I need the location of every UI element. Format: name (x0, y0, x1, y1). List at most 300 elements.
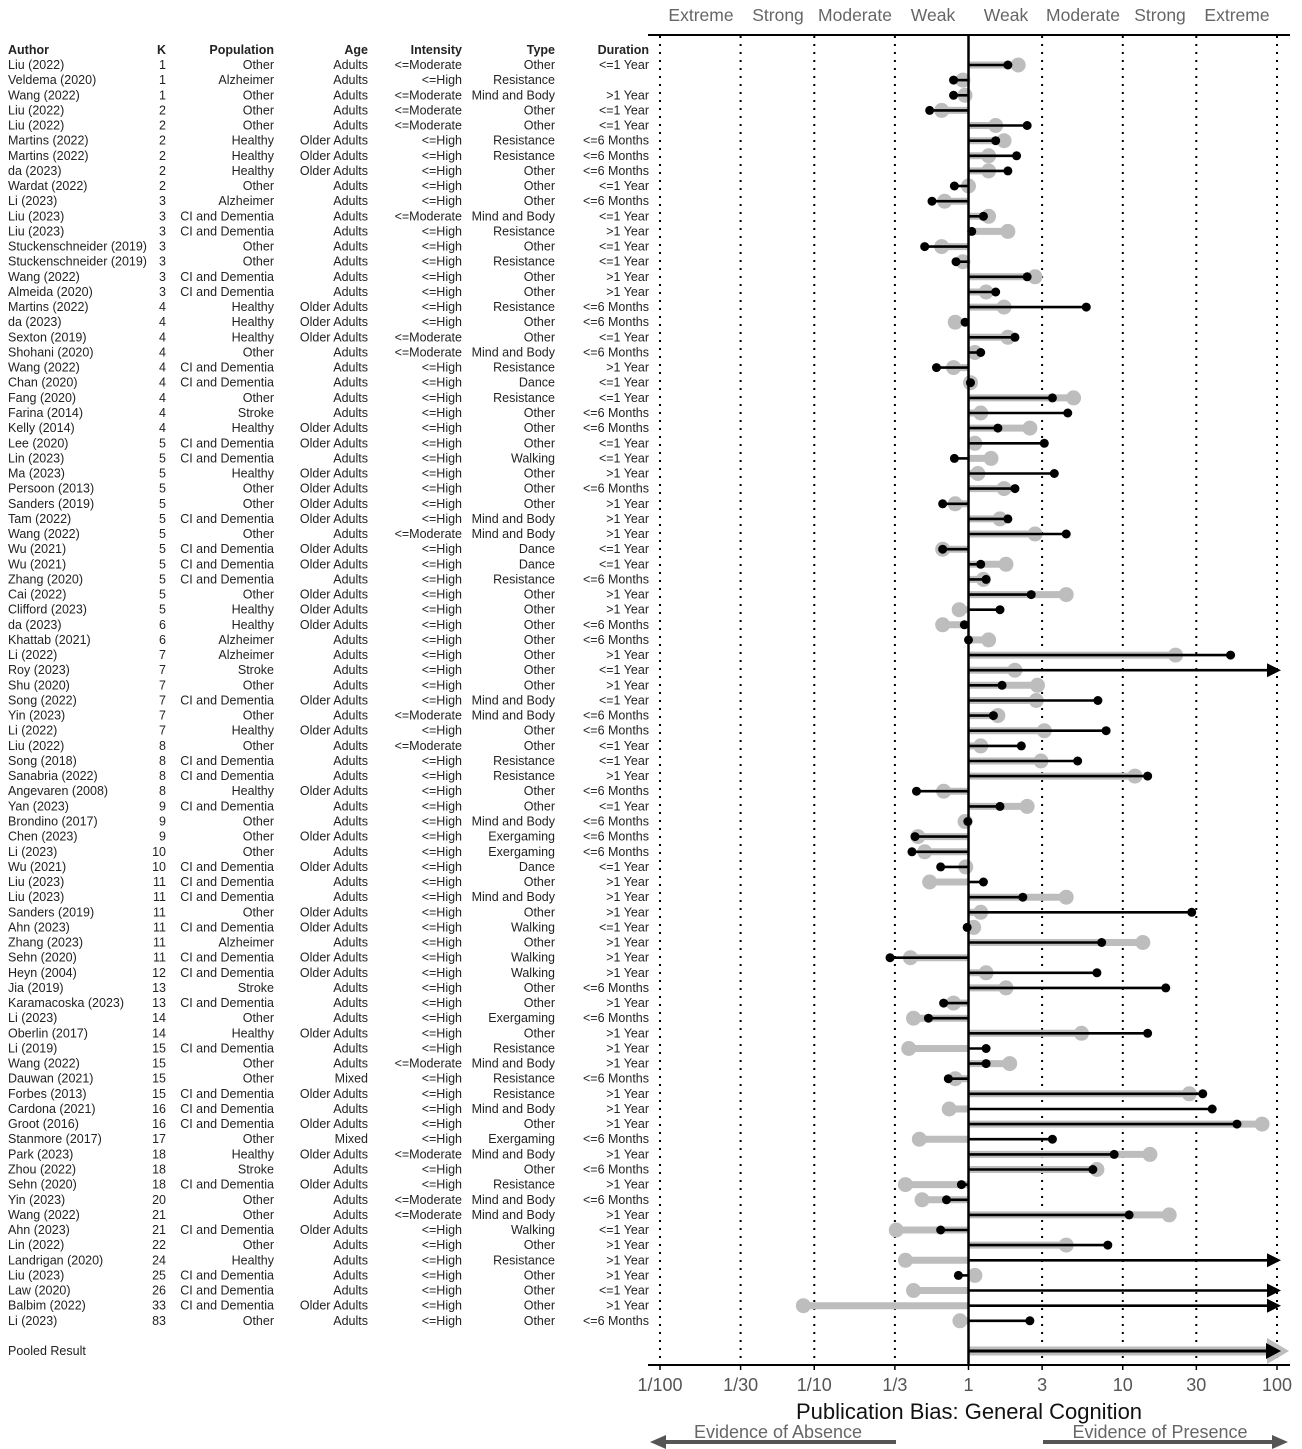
table-row (8, 603, 649, 617)
cell-k: 4 (159, 315, 166, 330)
cell-population: Healthy (231, 1147, 274, 1162)
cell-population: Stroke (237, 406, 274, 420)
cell-type: Other (523, 179, 555, 193)
cell-intensity: <=High (421, 572, 462, 587)
adjusted-estimate-point (1125, 1210, 1134, 1219)
cell-type: Other (523, 602, 555, 617)
cell-age: Adults (333, 572, 368, 587)
cell-duration: >1 Year (606, 496, 649, 511)
cell-intensity: <=Moderate (394, 88, 462, 103)
original-estimate-point (1255, 1117, 1270, 1132)
cell-k: 15 (152, 1041, 166, 1056)
cell-intensity: <=High (421, 1041, 462, 1056)
cell-intensity: <=High (421, 617, 462, 632)
cell-author: Wang (2022) (8, 1207, 80, 1222)
cell-type: Other (523, 1298, 555, 1313)
x-tick-label: 1/10 (796, 1375, 832, 1395)
cell-type: Other (523, 617, 555, 632)
cell-type: Resistance (493, 1071, 555, 1086)
table-row (8, 1208, 649, 1222)
cell-age: Adults (333, 209, 368, 224)
cell-k: 22 (152, 1238, 166, 1253)
cell-type: Other (523, 996, 555, 1011)
cell-type: Other (523, 875, 555, 889)
cell-author: Wu (2021) (8, 859, 67, 874)
cell-population: CI and Dementia (180, 1268, 274, 1283)
cell-type: Other (523, 315, 555, 330)
adjusted-estimate-point (1226, 651, 1235, 660)
cell-intensity: <=High (421, 148, 462, 163)
adjusted-estimate-point (995, 802, 1004, 811)
cell-duration: <=6 Months (582, 315, 649, 330)
cell-duration: >1 Year (606, 360, 649, 375)
table-row (8, 1238, 649, 1252)
cell-population: Stroke (237, 1162, 274, 1177)
cell-type: Mind and Body (471, 890, 555, 905)
cell-intensity: <=Moderate (394, 527, 462, 541)
cell-age: Adults (333, 814, 368, 829)
cell-author: Song (2022) (8, 693, 77, 708)
cell-author: Liu (2022) (8, 118, 65, 133)
cell-type: Exergaming (488, 1132, 555, 1147)
cell-author: Liu (2023) (8, 224, 65, 239)
cell-intensity: <=High (421, 1117, 462, 1132)
cell-duration: <=1 Year (598, 799, 649, 814)
cell-age: Adults (333, 1102, 368, 1116)
cell-k: 7 (159, 708, 166, 723)
table-row (8, 391, 649, 405)
adjusted-estimate-point (938, 499, 947, 508)
cell-author: Ma (2023) (8, 466, 65, 481)
cell-type: Other (523, 103, 555, 118)
adjusted-estimate-arrowhead (1267, 1253, 1281, 1267)
adjusted-estimate-arrowhead (1267, 1299, 1281, 1313)
adjusted-estimate-point (944, 1074, 953, 1083)
cell-type: Other (523, 935, 555, 950)
cell-k: 3 (159, 254, 166, 269)
table-row (8, 709, 649, 723)
cell-type: Walking (511, 920, 555, 935)
adjusted-estimate-point (952, 257, 961, 266)
cell-author: Zhang (2020) (8, 572, 84, 587)
cell-author: Li (2019) (8, 1041, 58, 1056)
cell-k: 4 (159, 390, 166, 405)
pooled-label: Pooled Result (8, 1344, 86, 1358)
cell-intensity: <=Moderate (394, 1147, 462, 1162)
cell-k: 16 (152, 1102, 166, 1116)
cell-type: Resistance (493, 572, 555, 587)
cell-intensity: <=Moderate (394, 1056, 462, 1071)
cell-duration: <=6 Months (582, 1313, 649, 1328)
table-row (8, 845, 649, 859)
cell-duration: >1 Year (606, 1253, 649, 1268)
cell-population: Other (242, 1192, 274, 1207)
adjusted-estimate-point (1103, 1241, 1112, 1250)
table-row (8, 1072, 649, 1086)
cell-k: 3 (159, 209, 166, 224)
original-estimate-point (922, 875, 937, 890)
table-row (8, 527, 649, 541)
cell-k: 15 (152, 1056, 166, 1071)
header-population: Population (209, 43, 274, 57)
cell-duration: >1 Year (606, 224, 649, 239)
cell-k: 6 (159, 632, 166, 647)
absence-arrow-head (650, 1435, 666, 1449)
adjusted-estimate-point (957, 1180, 966, 1189)
cell-k: 5 (159, 557, 166, 572)
cell-intensity: <=High (421, 557, 462, 572)
table-row (8, 633, 649, 647)
cell-duration: <=6 Months (582, 345, 649, 360)
cell-type: Other (523, 632, 555, 647)
cell-duration: >1 Year (606, 1041, 649, 1056)
cell-duration: >1 Year (606, 905, 649, 920)
cell-k: 8 (159, 754, 166, 768)
evidence-presence-label: Evidence of Presence (1072, 1422, 1248, 1442)
cell-age: Adults (333, 254, 368, 269)
cell-population: CI and Dementia (180, 754, 274, 768)
cell-age: Adults (333, 239, 368, 254)
cell-k: 5 (159, 481, 166, 496)
cell-duration: >1 Year (606, 88, 649, 103)
cell-age: Older Adults (299, 950, 368, 965)
table-row (8, 285, 649, 299)
table-row (8, 1314, 649, 1328)
cell-population: CI and Dementia (180, 1086, 274, 1101)
cell-author: da (2023) (8, 163, 62, 178)
cell-age: Adults (333, 375, 368, 390)
strength-label: Extreme (1204, 5, 1270, 25)
cell-k: 5 (159, 602, 166, 617)
cell-age: Older Adults (299, 148, 368, 163)
cell-author: Zhou (2022) (8, 1162, 77, 1177)
cell-duration: <=1 Year (598, 754, 649, 768)
original-estimate-point (1030, 678, 1045, 693)
table-row (8, 890, 649, 904)
table-row (8, 240, 649, 254)
cell-author: Stuckenschneider (2019) (8, 254, 147, 269)
adjusted-estimate-point (1082, 303, 1091, 312)
x-tick-label: 1/100 (637, 1375, 683, 1395)
cell-intensity: <=Moderate (394, 118, 462, 133)
cell-duration: <=1 Year (598, 103, 649, 118)
table-row (8, 451, 649, 465)
cell-population: Other (242, 179, 274, 193)
adjusted-estimate-point (989, 711, 998, 720)
header-duration: Duration (597, 43, 649, 57)
cell-type: Dance (518, 542, 555, 557)
cell-type: Resistance (493, 360, 555, 375)
cell-population: Other (242, 103, 274, 118)
table-row (8, 951, 649, 965)
cell-duration: <=6 Months (582, 163, 649, 178)
cell-age: Adults (333, 1041, 368, 1056)
cell-duration: <=6 Months (582, 980, 649, 995)
cell-duration: >1 Year (606, 1086, 649, 1101)
cell-author: Liu (2023) (8, 209, 65, 224)
cell-k: 2 (159, 163, 166, 178)
cell-duration: <=1 Year (598, 254, 649, 269)
cell-type: Resistance (493, 224, 555, 239)
cell-duration: >1 Year (606, 511, 649, 526)
cell-population: Stroke (237, 980, 274, 995)
adjusted-estimate-point (936, 862, 945, 871)
cell-age: Adults (333, 1056, 368, 1071)
cell-duration: >1 Year (606, 890, 649, 905)
table-row (8, 436, 649, 450)
cell-type: Other (523, 194, 555, 209)
table-row (8, 724, 649, 738)
table-row (8, 194, 649, 208)
presence-arrow-head (1272, 1435, 1288, 1449)
cell-intensity: <=High (421, 451, 462, 466)
cell-type: Dance (518, 557, 555, 572)
cell-duration: >1 Year (606, 1056, 649, 1071)
cell-duration: >1 Year (606, 648, 649, 663)
cell-population: CI and Dementia (180, 511, 274, 526)
cell-intensity: <=High (421, 436, 462, 451)
cell-author: Sanders (2019) (8, 905, 95, 920)
cell-age: Adults (333, 285, 368, 299)
column-headers (8, 43, 649, 57)
cell-age: Older Adults (299, 300, 368, 315)
cell-intensity: <=High (421, 406, 462, 420)
cell-author: Chen (2023) (8, 829, 78, 844)
cell-intensity: <=High (421, 315, 462, 330)
adjusted-estimate-point (954, 1271, 963, 1280)
adjusted-estimate-point (1097, 938, 1106, 947)
adjusted-estimate-point (1208, 1105, 1217, 1114)
cell-age: Adults (333, 996, 368, 1011)
table-row (8, 694, 649, 708)
cell-intensity: <=High (421, 632, 462, 647)
cell-age: Older Adults (299, 315, 368, 330)
header-age: Age (344, 43, 368, 57)
cell-author: Groot (2016) (8, 1117, 79, 1132)
cell-age: Adults (333, 1253, 368, 1268)
cell-k: 5 (159, 466, 166, 481)
cell-duration: <=1 Year (598, 375, 649, 390)
cell-author: Almeida (2020) (8, 285, 93, 299)
adjusted-estimate-point (976, 560, 985, 569)
table-row (8, 1253, 649, 1267)
cell-type: Other (523, 496, 555, 511)
cell-intensity: <=High (421, 1071, 462, 1086)
adjusted-estimate-arrowhead (1267, 1284, 1281, 1298)
cell-population: Alzheimer (218, 632, 274, 647)
cell-duration: <=1 Year (598, 390, 649, 405)
cell-intensity: <=High (421, 1177, 462, 1192)
cell-intensity: <=High (421, 1283, 462, 1298)
adjusted-estimate-point (1161, 983, 1170, 992)
adjusted-estimate-point (925, 106, 934, 115)
cell-k: 18 (152, 1177, 166, 1192)
cell-intensity: <=High (421, 421, 462, 436)
cell-type: Resistance (493, 300, 555, 315)
adjusted-estimate-arrowhead (1267, 663, 1281, 677)
cell-k: 3 (159, 194, 166, 209)
table-row (8, 981, 649, 995)
cell-intensity: <=High (421, 602, 462, 617)
cell-population: CI and Dementia (180, 965, 274, 980)
cell-age: Older Adults (299, 542, 368, 557)
cell-k: 14 (152, 1011, 166, 1026)
cell-author: Shu (2020) (8, 678, 70, 693)
adjusted-estimate-point (1073, 757, 1082, 766)
cell-age: Adults (333, 678, 368, 693)
cell-k: 11 (153, 935, 166, 950)
cell-age: Older Adults (299, 557, 368, 572)
x-tick-label: 1/30 (723, 1375, 759, 1395)
cell-type: Other (523, 421, 555, 436)
cell-type: Resistance (493, 133, 555, 148)
cell-age: Adults (333, 663, 368, 678)
cell-k: 4 (159, 406, 166, 420)
adjusted-estimate-point (991, 136, 1000, 145)
cell-population: CI and Dementia (180, 996, 274, 1011)
cell-author: Stuckenschneider (2019) (8, 239, 147, 254)
cell-intensity: <=High (421, 814, 462, 829)
cell-duration: >1 Year (606, 269, 649, 284)
cell-type: Other (523, 163, 555, 178)
table-row (8, 1163, 649, 1177)
original-estimate-point (898, 1177, 913, 1192)
cell-age: Older Adults (299, 905, 368, 920)
x-tick-label: 100 (1261, 1375, 1293, 1395)
cell-k: 11 (153, 890, 166, 905)
cell-intensity: <=High (421, 254, 462, 269)
cell-age: Adults (333, 980, 368, 995)
cell-type: Other (523, 738, 555, 753)
cell-k: 13 (152, 980, 166, 995)
cell-k: 11 (153, 905, 166, 920)
cell-author: Fang (2020) (8, 390, 77, 405)
cell-population: Healthy (231, 1253, 274, 1268)
cell-k: 8 (159, 738, 166, 753)
cell-duration: <=1 Year (598, 239, 649, 254)
adjusted-estimate-point (982, 1044, 991, 1053)
original-estimate-point (912, 1132, 927, 1147)
cell-population: Healthy (231, 330, 274, 345)
cell-intensity: <=High (421, 1162, 462, 1177)
cell-population: Other (242, 239, 274, 254)
original-estimate-point (998, 557, 1013, 572)
cell-author: Sanabria (2022) (8, 769, 98, 784)
cell-duration: <=6 Months (582, 617, 649, 632)
table-row (8, 936, 649, 950)
cell-population: Other (242, 708, 274, 723)
cell-k: 9 (159, 814, 166, 829)
cell-intensity: <=High (421, 663, 462, 678)
cell-k: 33 (152, 1298, 166, 1313)
cell-population: CI and Dementia (180, 375, 274, 390)
cell-population: CI and Dementia (180, 950, 274, 965)
cell-type: Other (523, 406, 555, 420)
cell-author: Dauwan (2021) (8, 1071, 94, 1086)
cell-author: Clifford (2023) (8, 602, 87, 617)
cell-type: Other (523, 1162, 555, 1177)
table-row (8, 406, 649, 420)
cell-author: da (2023) (8, 617, 62, 632)
cell-age: Older Adults (299, 602, 368, 617)
original-estimate-point (889, 1223, 904, 1238)
cell-intensity: <=High (421, 194, 462, 209)
cell-intensity: <=High (421, 360, 462, 375)
table-row (8, 134, 649, 148)
cell-author: Wang (2022) (8, 360, 80, 375)
cell-intensity: <=Moderate (394, 209, 462, 224)
cell-author: Lee (2020) (8, 436, 69, 451)
adjusted-estimate-point (1198, 1089, 1207, 1098)
cell-type: Other (523, 330, 555, 345)
adjusted-estimate-point (886, 953, 895, 962)
cell-k: 5 (159, 496, 166, 511)
cell-duration: >1 Year (606, 1177, 649, 1192)
cell-k: 21 (152, 1223, 166, 1237)
original-estimate-point (952, 1313, 967, 1328)
cell-k: 6 (159, 617, 166, 632)
original-estimate-point (1135, 935, 1150, 950)
table-row (8, 799, 649, 813)
cell-population: Alzheimer (218, 194, 274, 209)
original-estimate-point (1142, 1147, 1157, 1162)
cell-population: Healthy (231, 315, 274, 330)
cell-author: Li (2022) (8, 723, 58, 738)
cell-type: Other (523, 466, 555, 481)
table-row (8, 618, 649, 632)
cell-intensity: <=Moderate (394, 1192, 462, 1207)
cell-duration: <=6 Months (582, 1162, 649, 1177)
table-row (8, 663, 649, 677)
cell-duration: <=6 Months (582, 723, 649, 738)
cell-author: Wang (2022) (8, 1056, 80, 1071)
table-row (8, 1284, 649, 1298)
cell-k: 4 (159, 360, 166, 375)
cell-age: Adults (333, 1283, 368, 1298)
table-row (8, 769, 649, 783)
original-estimate-point (906, 1011, 921, 1026)
cell-population: Other (242, 88, 274, 103)
cell-duration: <=1 Year (598, 663, 649, 678)
cell-type: Other (523, 481, 555, 496)
cell-duration: <=6 Months (582, 300, 649, 315)
cell-author: da (2023) (8, 315, 62, 330)
cell-age: Adults (333, 1011, 368, 1026)
cell-population: CI and Dementia (180, 285, 274, 299)
cell-population: Other (242, 1207, 274, 1222)
cell-author: Landrigan (2020) (8, 1253, 104, 1268)
cell-author: Brondino (2017) (8, 814, 98, 829)
cell-population: Other (242, 738, 274, 753)
cell-age: Adults (333, 390, 368, 405)
table-row (8, 1011, 649, 1025)
cell-duration: <=1 Year (598, 738, 649, 753)
cell-type: Other (523, 436, 555, 451)
cell-k: 10 (152, 844, 166, 859)
cell-author: Zhang (2023) (8, 935, 84, 950)
adjusted-estimate-point (979, 878, 988, 887)
cell-type: Exergaming (488, 1011, 555, 1026)
table-row (8, 376, 649, 390)
cell-intensity: <=High (421, 496, 462, 511)
table-row (8, 1087, 649, 1101)
cell-age: Older Adults (299, 436, 368, 451)
cell-population: Healthy (231, 1026, 274, 1041)
original-estimate-point (1059, 587, 1074, 602)
cell-k: 20 (152, 1192, 166, 1207)
adjusted-estimate-point (993, 424, 1002, 433)
cell-age: Adults (333, 345, 368, 360)
